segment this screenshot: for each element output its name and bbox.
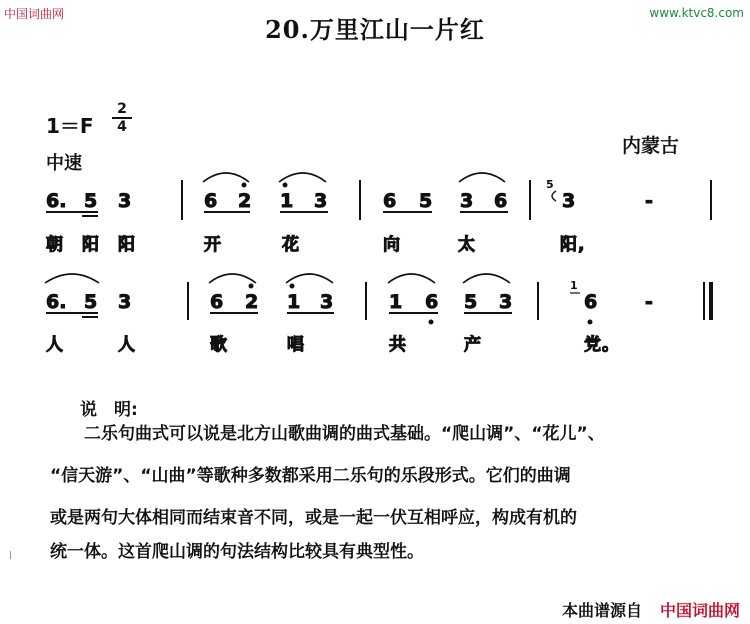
note: 6: [584, 291, 598, 313]
watermark-left: 中国词曲网: [4, 7, 65, 21]
note: 1: [389, 291, 403, 313]
note: 3: [460, 190, 474, 212]
lyric: 党。: [584, 335, 620, 355]
lyric: 向: [383, 235, 401, 255]
footer-credit: [562, 598, 740, 621]
lyric: 唱: [287, 335, 305, 355]
note: 6: [425, 291, 439, 313]
key-signature: 1＝F: [46, 114, 94, 138]
tempo-marking: 中速: [46, 153, 82, 174]
lyric: 共: [389, 335, 407, 355]
lyric: 阳: [118, 235, 136, 255]
note: 6.: [46, 190, 67, 212]
note: 5: [464, 291, 478, 313]
note: 3: [562, 190, 576, 212]
lyric: 人: [118, 335, 136, 355]
lyric: 产: [464, 335, 482, 355]
octave-dot: [249, 284, 253, 288]
notes-line: “信天游”、“山曲”等歌种多数都采用二乐句的乐段形式。它们的曲调: [50, 466, 571, 486]
lyric: 阳,: [560, 235, 586, 255]
note: 1: [280, 190, 294, 212]
song-title: 20.万里江山一片红: [265, 15, 485, 44]
note: 6: [494, 190, 508, 212]
song-origin: 内蒙古: [622, 135, 680, 157]
lyric: 花: [282, 235, 300, 255]
slur: [203, 173, 249, 182]
footer-site: 中国词曲网: [659, 601, 740, 620]
note: 1: [287, 291, 301, 313]
slur: [388, 274, 435, 283]
note-dash: -: [645, 190, 653, 212]
note: 2: [245, 291, 259, 313]
note: 6: [204, 190, 218, 212]
time-signature-bottom: 4: [117, 119, 127, 135]
note: 6.: [46, 291, 67, 313]
octave-dot: [242, 183, 246, 187]
notes-line: 或是两句大体相同而结束音不同，或是一起一伏互相呼应，构成有机的: [50, 508, 577, 528]
note: 5: [84, 190, 98, 212]
notes-heading: 说 明:: [80, 400, 138, 420]
octave-dot-low: [588, 320, 592, 324]
note: 5: [419, 190, 433, 212]
note: 3: [314, 190, 328, 212]
lyric: 阳: [82, 235, 100, 255]
octave-dot: [283, 183, 287, 187]
time-signature-top: 2: [117, 101, 127, 117]
margin-mark: [10, 551, 15, 559]
note: 2: [238, 190, 252, 212]
watermark-right: www.ktvc8.com: [649, 6, 744, 20]
slur: [279, 173, 326, 182]
note: 3: [499, 291, 513, 313]
slur: [463, 274, 510, 283]
lyric: 朝: [46, 235, 64, 255]
slur: [459, 173, 505, 182]
note: 3: [118, 291, 132, 313]
note: 6: [383, 190, 397, 212]
footer-source: 本曲谱源自: [561, 601, 642, 620]
notes-line: 统一体。这首爬山调的句法结构比较具有典型性。: [50, 542, 424, 562]
note-dash: -: [645, 291, 653, 313]
note: 3: [118, 190, 132, 212]
notes-line: 二乐句曲式可以说是北方山歌曲调的曲式基础。“爬山调”、“花儿”、: [50, 424, 605, 444]
octave-dot: [290, 284, 294, 288]
note: 5: [84, 291, 98, 313]
grace-note: 5: [546, 178, 554, 191]
note: 6: [210, 291, 224, 313]
slur: [286, 274, 333, 283]
lyric: 歌: [210, 335, 228, 355]
lyric: 开: [204, 235, 222, 255]
octave-dot-low: [429, 320, 433, 324]
note: 3: [320, 291, 334, 313]
grace-slur: [552, 191, 556, 201]
lyric: 太: [458, 235, 476, 255]
slur: [45, 274, 99, 283]
slur: [209, 274, 256, 283]
lyric: 人: [46, 335, 64, 355]
grace-note: 1: [570, 279, 578, 292]
